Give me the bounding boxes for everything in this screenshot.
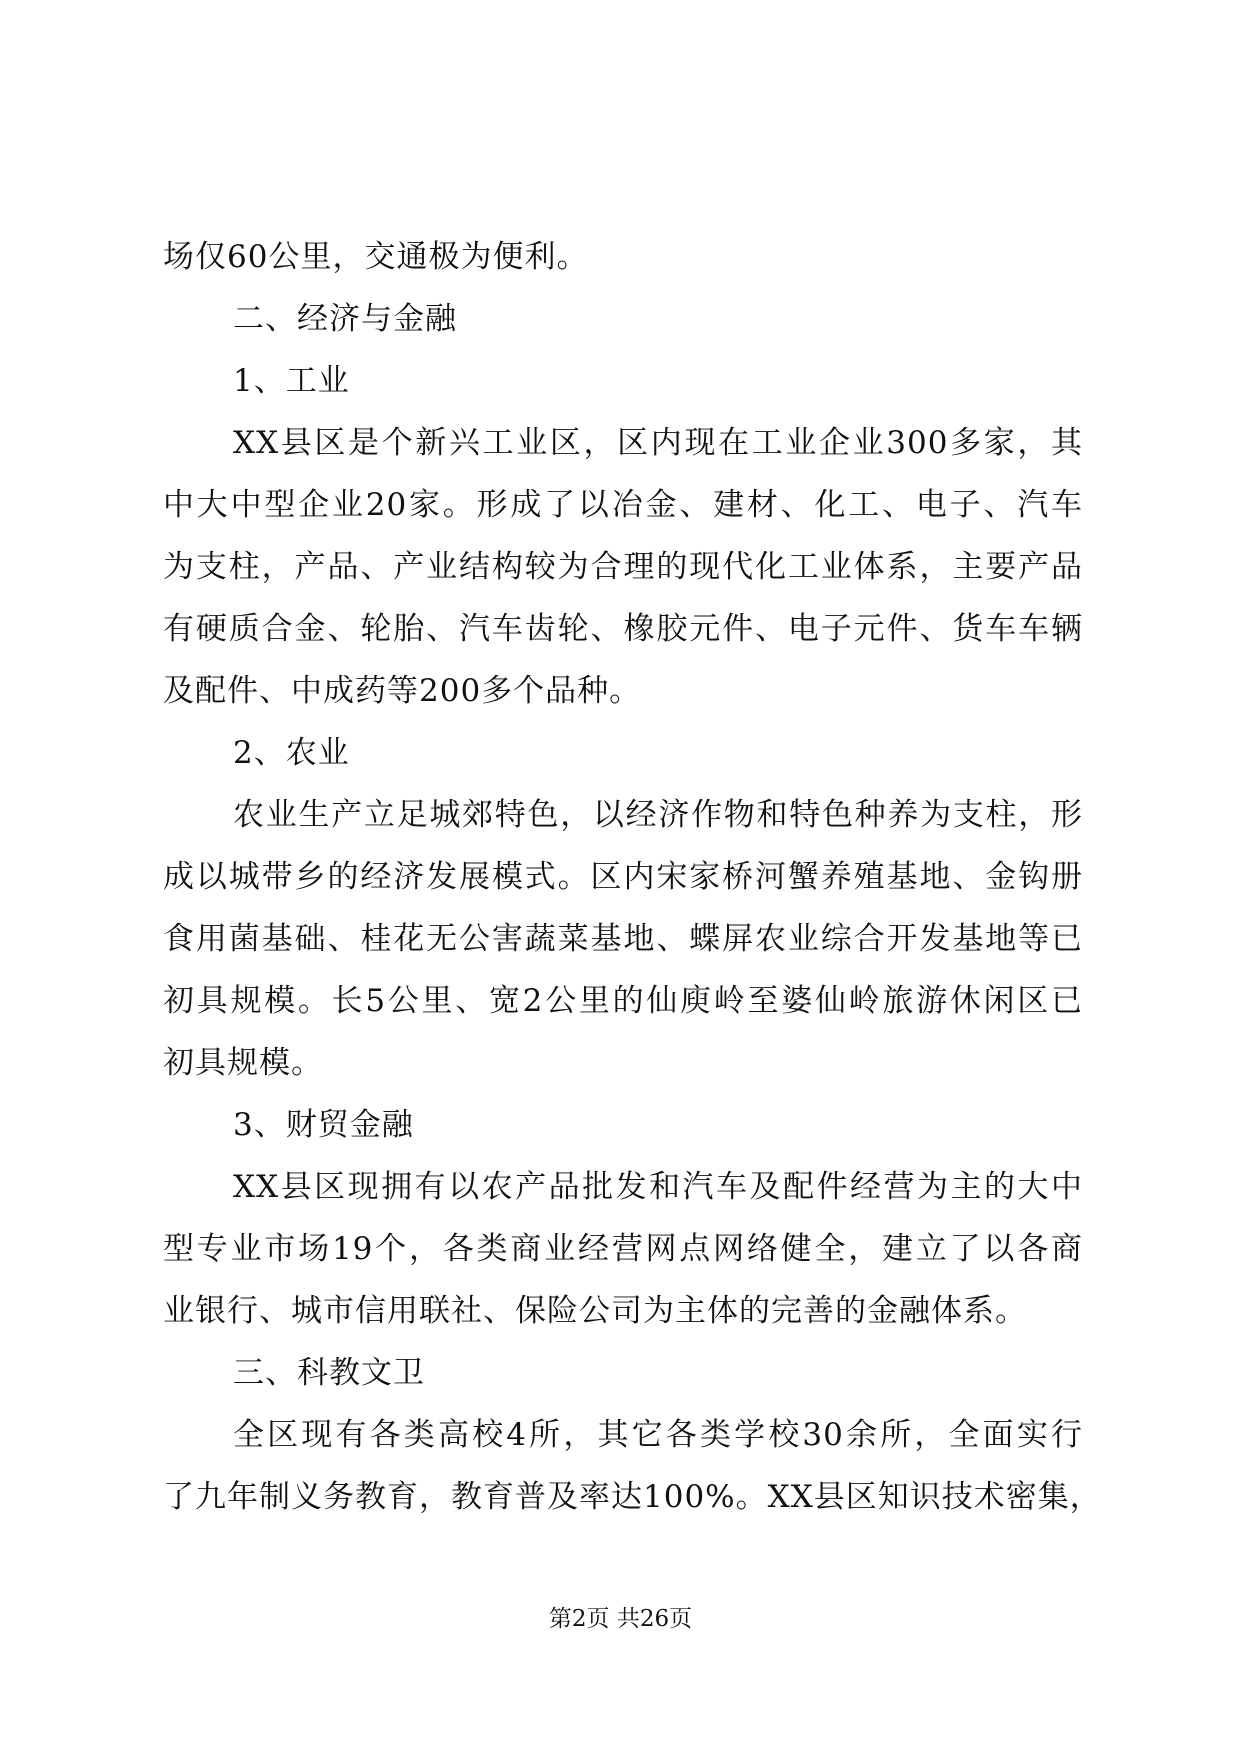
text-line: 有硬质合金、轮胎、汽车齿轮、橡胶元件、电子元件、货车车辆 — [163, 611, 1083, 647]
text-line: 中大中型企业20家。形成了以冶金、建材、化工、电子、汽车 — [163, 487, 1083, 523]
text-line: 农业生产立足城郊特色，以经济作物和特色种养为支柱，形 — [233, 797, 1083, 833]
text-line: XX县区是个新兴工业区，区内现在工业企业300多家，其 — [233, 425, 1083, 461]
text-line: 二、经济与金融 — [233, 301, 457, 337]
text-line: 初具规模。长5公里、宽2公里的仙庾岭至婆仙岭旅游休闲区已 — [163, 983, 1083, 1019]
text-line: 初具规模。 — [163, 1045, 323, 1081]
text-line: XX县区现拥有以农产品批发和汽车及配件经营为主的大中 — [233, 1169, 1083, 1205]
text-line: 食用菌基础、桂花无公害蔬菜基地、蝶屏农业综合开发基地等已 — [163, 921, 1083, 957]
body-text — [163, 226, 1102, 1528]
text-line: 2、农业 — [233, 735, 350, 771]
text-line: 型专业市场19个，各类商业经营网点网络健全，建立了以各商 — [163, 1231, 1083, 1267]
text-line: 了九年制义务教育，教育普及率达100%。XX县区知识技术密集， — [163, 1479, 1102, 1515]
text-line: 场仅60公里，交通极为便利。 — [163, 239, 589, 275]
text-line: 为支柱，产品、产业结构较为合理的现代化工业体系，主要产品 — [163, 549, 1083, 585]
text-line: 成以城带乡的经济发展模式。区内宋家桥河蟹养殖基地、金钩册 — [163, 859, 1083, 895]
text-line: 1、工业 — [233, 363, 350, 399]
page-footer: 第2页 共26页 — [548, 1606, 693, 1632]
text-line: 业银行、城市信用联社、保险公司为主体的完善的金融体系。 — [163, 1293, 1027, 1329]
text-line: 及配件、中成药等200多个品种。 — [163, 673, 642, 709]
text-line: 3、财贸金融 — [233, 1107, 414, 1143]
text-line: 三、科教文卫 — [233, 1355, 425, 1391]
text-line: 全区现有各类高校4所，其它各类学校30余所，全面实行 — [233, 1417, 1083, 1453]
